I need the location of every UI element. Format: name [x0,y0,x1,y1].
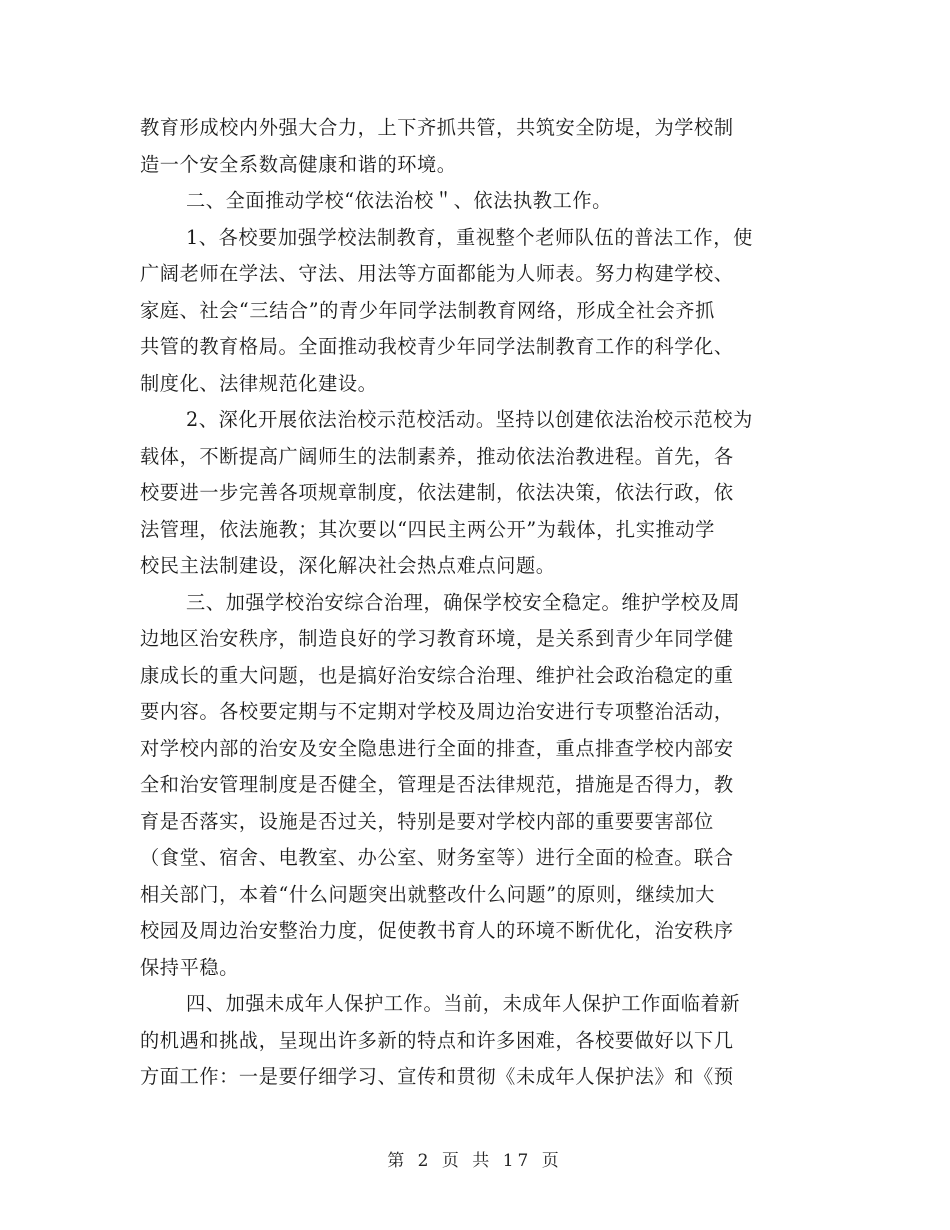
text-line: 制度化、法律规范化建设。 [140,371,378,395]
text-line: 方面工作：一是要仔细学习、宣传和贯彻《未成年人保护法》和《预 [140,1065,734,1088]
section-heading: 三、加强学校治安综合治理，确保学校安全稳定。维护学校及周 [186,590,741,614]
text-line: 共管的教育格局。全面推动我校青少年同学法制教育工作的科学化、 [140,335,734,358]
text-line: 保持平稳。 [140,955,239,979]
text-line: 家庭、社会“三结合”的青少年同学法制教育网络，形成全社会齐抓 [140,298,715,322]
text-line: 载体，不断提高广阔师生的法制素养，推动依法治教进程。首先，各 [140,444,734,468]
document-body [140,110,820,1096]
text-line: 要内容。各校要定期与不定期对学校及周边治安进行专项整治活动， [140,700,734,723]
text-line: （食堂、宿舍、电教室、办公室、财务室等）进行全面的检查。联合 [140,846,734,869]
text-line: 对学校内部的治安及安全隐患进行全面的排查，重点排查学校内部安 [140,736,734,760]
text-line: 全和治安管理制度是否健全，管理是否法律规范，措施是否得力，教 [140,773,734,796]
page-number-footer [0,1146,950,1171]
text-line: 2、深化开展依法治校示范校活动。坚持以创建依法治校示范校为 [186,408,753,431]
text-line: 相关部门，本着“什么问题突出就整改什么问题”的原则，继续加大 [140,882,715,906]
text-line: 康成长的重大问题，也是搞好治安综合治理、维护社会政治稳定的重 [140,663,734,687]
page-number-label: 第 2 页 共 17 页 [387,1151,563,1171]
text-line: 校园及周边治安整治力度，促使教书育人的环境不断优化，治安秩序 [140,919,734,942]
text-line: 的机遇和挑战，呈现出许多新的特点和许多困难，各校要做好以下几 [140,1028,734,1052]
text-line: 造一个安全系数高健康和谐的环境。 [140,152,457,176]
text-line: 1、各校要加强学校法制教育，重视整个老师队伍的普法工作，使 [186,225,753,249]
text-line: 广阔老师在学法、守法、用法等方面都能为人师表。努力构建学校、 [140,262,734,285]
text-line: 校民主法制建设，深化解决社会热点难点问题。 [140,554,556,577]
text-line: 法管理，依法施教；其次要以“四民主两公开”为载体，扎实推动学 [140,517,715,541]
section-heading: 四、加强未成年人保护工作。当前，未成年人保护工作面临着新 [186,992,741,1015]
text-line: 教育形成校内外强大合力，上下齐抓共管，共筑安全防堤，为学校制 [140,116,734,139]
section-heading: 二、全面推动学校“依法治校＂、依法执教工作。 [186,189,612,212]
text-line: 校要进一步完善各项规章制度，依法建制，依法决策，依法行政，依 [140,481,734,504]
text-line: 育是否落实，设施是否过关，特别是要对学校内部的重要要害部位 [140,809,714,833]
text-line: 边地区治安秩序，制造良好的学习教育环境，是关系到青少年同学健 [140,627,734,650]
